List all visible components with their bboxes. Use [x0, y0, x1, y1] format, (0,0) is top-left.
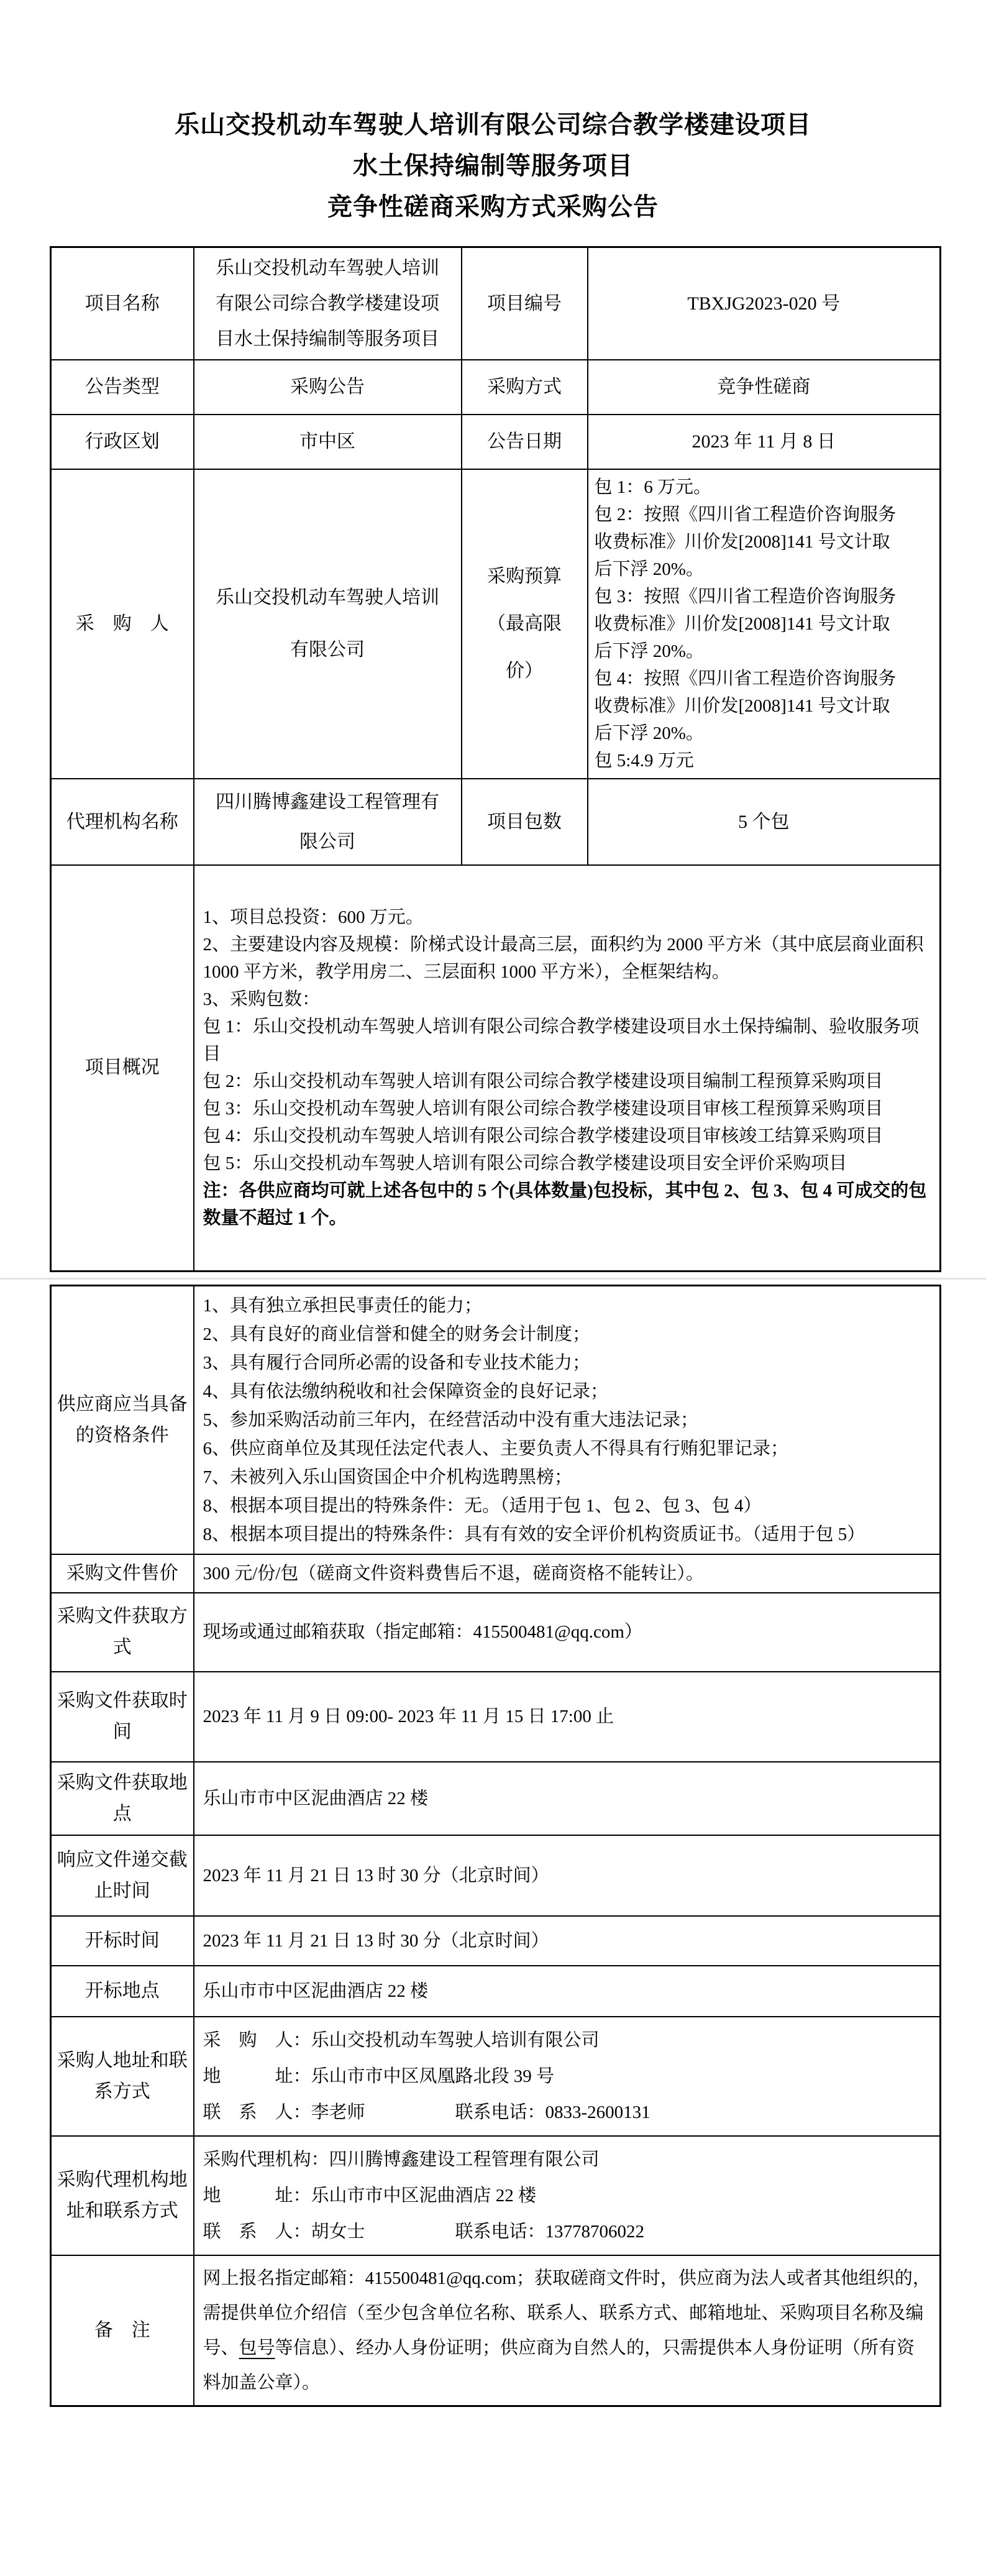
table-row — [51, 1762, 941, 1835]
row-label: 开标时间 — [51, 1916, 194, 1966]
document-title — [0, 104, 986, 227]
table-row — [51, 1672, 941, 1762]
paragraph — [203, 904, 931, 931]
row-value — [194, 247, 462, 360]
text-line: 限公司 — [299, 831, 355, 852]
table-row — [51, 865, 941, 1271]
paragraph — [203, 1785, 931, 1812]
table-row — [51, 1554, 941, 1593]
text-run: 7、未被列入乐山国资国企中介机构选聘黑榜； — [203, 1467, 573, 1487]
row-value — [194, 1762, 941, 1835]
text-run: 采购代理机构：四川腾博鑫建设工程管理有限公司 — [203, 2149, 600, 2170]
paragraph — [203, 1013, 931, 1068]
text-run: 包 5：乐山交投机动车驾驶人培训有限公司综合教学楼建设项目安全评价采购项目 — [203, 1153, 847, 1174]
row-sublabel — [462, 779, 588, 865]
text-line: 采购公告 — [290, 377, 365, 397]
paragraph — [203, 2094, 931, 2130]
paragraph — [203, 1434, 931, 1463]
row-value — [194, 360, 462, 415]
row-value — [194, 2017, 941, 2136]
row-label: 供应商应当具备的资格条件 — [51, 1285, 194, 1554]
text-line: 项目编号 — [487, 293, 562, 314]
row-value — [194, 1593, 941, 1672]
row-label: 响应文件递交截止时间 — [51, 1835, 194, 1916]
text-run: 5、参加采购活动前三年内，在经营活动中没有重大违法记录； — [203, 1409, 699, 1430]
text-line: 后下浮 20%。 — [594, 723, 704, 743]
paragraph — [203, 2261, 931, 2400]
text-run: 地 址：乐山市市中区泥曲酒店 22 楼 — [203, 2185, 537, 2206]
text-line: TBXJG2023-020 号 — [687, 293, 841, 314]
table-row — [51, 1593, 941, 1672]
paragraph — [203, 1320, 931, 1349]
row-value — [194, 469, 462, 779]
row-value — [588, 247, 941, 360]
paragraph — [203, 1122, 931, 1150]
text-line: 目水土保持编制等服务项目 — [216, 329, 439, 349]
table-row — [51, 1835, 941, 1916]
text-run: 包 4：乐山交投机动车驾驶人培训有限公司综合教学楼建设项目审核竣工结算采购项目 — [203, 1126, 883, 1147]
page-break-line — [0, 1278, 986, 1280]
table-row — [51, 1285, 941, 1554]
row-value — [194, 779, 462, 865]
text-line: 包 1：6 万元。 — [594, 477, 712, 497]
text-run: 包 1：乐山交投机动车驾驶人培训有限公司综合教学楼建设项目水土保持编制、验收服务项目 — [203, 1017, 920, 1065]
text-line: 竞争性磋商 — [717, 377, 811, 397]
text-run: 乐山市市中区泥曲酒店 22 楼 — [203, 1788, 429, 1808]
paragraph — [203, 986, 931, 1013]
paragraph — [203, 1177, 931, 1232]
text-run: 现场或通过邮箱获取（指定邮箱：415500481@qq.com） — [203, 1622, 642, 1642]
text-line: 乐山交投机动车驾驶人培训 — [216, 587, 439, 608]
row-value — [194, 1554, 941, 1593]
text-run: 1、项目总投资：600 万元。 — [203, 907, 424, 928]
paragraph — [203, 1406, 931, 1434]
row-value — [194, 1966, 941, 2017]
table-row — [51, 469, 941, 779]
text-line: 包 2：按照《四川省工程造价咨询服务 — [594, 505, 897, 525]
text-line: 公告日期 — [487, 431, 562, 452]
row-label: 采购代理机构地址和联系方式 — [51, 2136, 194, 2255]
paragraph — [203, 1520, 931, 1549]
paragraph — [203, 1095, 931, 1122]
text-line: 市中区 — [299, 431, 355, 452]
text-run: 采 购 人：乐山交投机动车驾驶人培训有限公司 — [203, 2030, 600, 2050]
text-run: 3、具有履行合同所必需的设备和专业技术能力； — [203, 1352, 591, 1373]
row-label: 采购人地址和联系方式 — [51, 2017, 194, 2136]
paragraph — [203, 2214, 931, 2250]
paragraph — [203, 1349, 931, 1377]
row-sublabel — [462, 360, 588, 415]
row-sublabel — [462, 247, 588, 360]
paragraph — [203, 1862, 931, 1889]
text-run: 乐山市市中区泥曲酒店 22 楼 — [203, 1981, 429, 2001]
paragraph — [203, 1377, 931, 1406]
paragraph — [203, 1703, 931, 1730]
row-label: 行政区划 — [51, 415, 194, 469]
text-line: 有限公司综合教学楼建设项 — [216, 293, 439, 314]
row-value — [194, 2136, 941, 2255]
paragraph — [203, 1291, 931, 1320]
text-run: 包 2：乐山交投机动车驾驶人培训有限公司综合教学楼建设项目编制工程预算采购项目 — [203, 1071, 883, 1092]
row-label: 项目概况 — [51, 865, 194, 1271]
row-value — [588, 779, 941, 865]
document-title-line: 水土保持编制等服务项目 — [353, 152, 633, 180]
text-run: 4、具有依法缴纳税收和社会保障资金的良好记录； — [203, 1381, 609, 1401]
paragraph — [203, 1560, 931, 1587]
paragraph — [203, 2022, 931, 2058]
paragraph — [203, 2058, 931, 2094]
text-run: 2023 年 11 月 21 日 13 时 30 分（北京时间） — [203, 1865, 549, 1886]
text-line: 后下浮 20%。 — [594, 641, 704, 661]
paragraph — [203, 2142, 931, 2178]
text-run: 联 系 人：胡女士 联系电话：13778706022 — [203, 2221, 645, 2242]
table-row — [51, 1966, 941, 2017]
info-table-details — [50, 1285, 941, 2407]
text-run: 网上报名指定邮箱：415500481@qq.com；获取磋商文件时，供应商为法人或者其他组织的，需提供单位介绍信（至少包含单位名称、联系人、联系方式、邮箱地址、采购项目名称及编号、 — [203, 2268, 931, 2358]
document-title-line: 乐山交投机动车驾驶人培训有限公司综合教学楼建设项目 — [175, 111, 811, 139]
table-row — [51, 360, 941, 415]
row-value — [194, 1835, 941, 1916]
text-line: 四川腾博鑫建设工程管理有 — [216, 791, 439, 812]
text-run: 300 元/份/包（磋商文件资料费售后不退，磋商资格不能转让）。 — [203, 1563, 704, 1584]
text-run: 2023 年 11 月 21 日 13 时 30 分（北京时间） — [203, 1930, 549, 1951]
row-label: 采购文件售价 — [51, 1554, 194, 1593]
row-value — [588, 415, 941, 469]
row-label: 备 注 — [51, 2255, 194, 2406]
row-value — [194, 865, 941, 1271]
text-run: 联 系 人：李老师 联系电话：0833-2600131 — [203, 2102, 650, 2122]
text-line: 收费标准》川价发[2008]141 号文计取 — [594, 614, 890, 634]
text-line: 5 个包 — [738, 811, 790, 832]
text-line: 2023 年 11 月 8 日 — [692, 431, 836, 452]
row-value — [588, 360, 941, 415]
text-run: 3、采购包数： — [203, 989, 321, 1010]
text-line: 价） — [506, 661, 543, 681]
row-label: 代理机构名称 — [51, 779, 194, 865]
row-value — [194, 2255, 941, 2406]
row-value — [194, 415, 462, 469]
row-value — [194, 1916, 941, 1966]
text-line: 收费标准》川价发[2008]141 号文计取 — [594, 532, 890, 552]
table-row — [51, 2255, 941, 2406]
text-run: 8、根据本项目提出的特殊条件：无。（适用于包 1、包 2、包 3、包 4） — [203, 1495, 762, 1516]
table-row — [51, 415, 941, 469]
text-run: 8、根据本项目提出的特殊条件：具有有效的安全评价机构资质证书。（适用于包 5） — [203, 1524, 865, 1544]
row-sublabel — [462, 415, 588, 469]
info-table-main-body — [51, 247, 941, 1272]
text-run: 包号 — [239, 2337, 275, 2358]
paragraph — [203, 1068, 931, 1095]
text-run: 1、具有独立承担民事责任的能力； — [203, 1295, 483, 1316]
text-line: 乐山交投机动车驾驶人培训 — [216, 258, 439, 278]
row-label: 采 购 人 — [51, 469, 194, 779]
text-line: 采购预算 — [487, 566, 562, 587]
text-line: （最高限 — [487, 613, 562, 634]
table-row — [51, 2017, 941, 2136]
text-run: 2023 年 11 月 9 日 09:00- 2023 年 11 月 15 日 17:00 止 — [203, 1707, 614, 1726]
text-line: 收费标准》川价发[2008]141 号文计取 — [594, 696, 890, 716]
text-line: 包 5:4.9 万元 — [594, 751, 694, 771]
paragraph — [203, 1618, 931, 1646]
paragraph — [203, 1978, 931, 2005]
text-line: 包 4：按照《四川省工程造价咨询服务 — [594, 669, 897, 689]
text-run: 2、主要建设内容及规模：阶梯式设计最高三层，面积约为 2000 平方米（其中底层商业面积 1000 平方米，教学用房二、三层面积 1000 平方米），全框架结构。 — [203, 935, 924, 983]
table-row — [51, 779, 941, 865]
row-value — [194, 1672, 941, 1762]
table-row — [51, 1916, 941, 1966]
text-run: 包 3：乐山交投机动车驾驶人培训有限公司综合教学楼建设项目审核工程预算采购项目 — [203, 1099, 883, 1119]
text-run: 注：各供应商均可就上述各包中的 5 个(具体数量)包投标，其中包 2、包 3、包 4 可成交的包数量不超过 1 个。 — [203, 1181, 927, 1229]
text-line: 有限公司 — [290, 639, 365, 660]
table-row — [51, 247, 941, 360]
row-label: 项目名称 — [51, 247, 194, 360]
text-line: 采购方式 — [487, 377, 562, 397]
text-run: 2、具有良好的商业信誉和健全的财务会计制度； — [203, 1324, 591, 1344]
paragraph — [203, 1150, 931, 1177]
paragraph — [203, 931, 931, 986]
row-sublabel — [462, 469, 588, 779]
table-row — [51, 2136, 941, 2255]
text-line: 后下浮 20%。 — [594, 559, 704, 579]
text-run: 6、供应商单位及其现任法定代表人、主要负责人不得具有行贿犯罪记录； — [203, 1438, 789, 1459]
row-label: 公告类型 — [51, 360, 194, 415]
document-title-line: 竞争性磋商采购方式采购公告 — [327, 193, 659, 221]
row-label: 采购文件获取方式 — [51, 1593, 194, 1672]
text-run: 等信息）、经办人身份证明；供应商为自然人的，只需提供本人身份证明（所有资料加盖公章）。 — [203, 2337, 915, 2393]
row-label: 开标地点 — [51, 1966, 194, 2017]
paragraph — [203, 1492, 931, 1520]
row-label: 采购文件获取时间 — [51, 1672, 194, 1762]
text-line: 包 3：按照《四川省工程造价咨询服务 — [594, 587, 897, 607]
row-value — [588, 469, 941, 779]
paragraph — [203, 1927, 931, 1955]
text-line: 项目包数 — [487, 811, 562, 832]
paragraph — [203, 1463, 931, 1492]
text-run: 地 址：乐山市市中区凤凰路北段 39 号 — [203, 2066, 555, 2086]
info-table-main — [50, 246, 941, 1272]
row-value — [194, 1285, 941, 1554]
paragraph — [203, 2178, 931, 2214]
info-table-details-body — [51, 1285, 941, 2406]
row-label: 采购文件获取地点 — [51, 1762, 194, 1835]
